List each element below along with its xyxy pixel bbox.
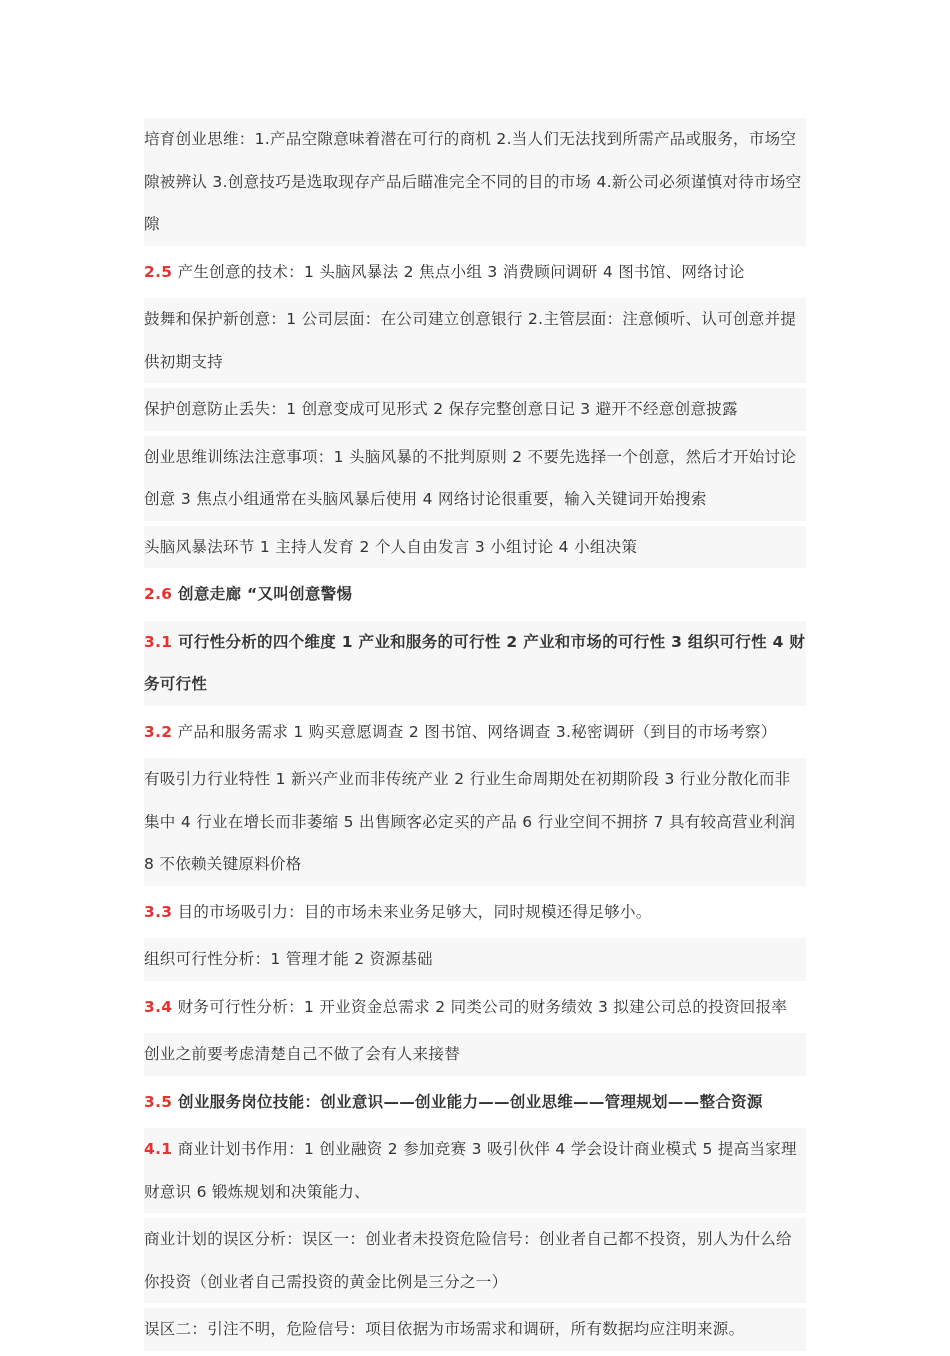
paragraph-3-4 [144, 986, 806, 1029]
section-number: 2.5 [144, 262, 173, 281]
paragraph-text: 财务可行性分析：1 开业资金总需求 2 同类公司的财务绩效 3 拟建公司总的投资回报率 [172, 997, 788, 1016]
paragraph-text: 头脑风暴法环节 1 主持人发育 2 个人自由发言 3 小组讨论 4 小组决策 [144, 537, 638, 556]
paragraph-text: 目的市场吸引力：目的市场未来业务足够大，同时规模还得足够小。 [172, 902, 652, 921]
paragraph-text: 商业计划书作用：1 创业融资 2 参加竞赛 3 吸引伙伴 4 学会设计商业模式 5 提高当家理财意识 6 锻炼规划和决策能力、 [144, 1140, 797, 1201]
paragraph-brainstorm-steps [144, 526, 806, 569]
paragraph-text: 产生创意的技术：1 头脑风暴法 2 焦点小组 3 消费顾问调研 4 图书馆、网络讨论 [172, 262, 745, 281]
paragraph-misconception-1 [144, 1218, 806, 1303]
paragraph-text: 创意走廊 “又叫创意警惕 [172, 585, 353, 603]
paragraph-text: 创业之前要考虑清楚自己不做了会有人来接替 [144, 1045, 461, 1063]
paragraph-2-5 [144, 251, 806, 294]
document-page [144, 118, 806, 1356]
paragraph-3-3 [144, 891, 806, 934]
section-number: 2.6 [144, 585, 173, 603]
paragraph-3-5 [144, 1081, 806, 1124]
paragraph-organization-feasibility [144, 938, 806, 981]
paragraph-text: 创业思维训练法注意事项：1 头脑风暴的不批判原则 2 不要先选择一个创意，然后才开始讨论创意 3 焦点小组通常在头脑风暴后使用 4 网络讨论很重要，输入关键词开始搜索 [144, 447, 797, 508]
paragraph-text: 误区二：引注不明，危险信号：项目依据为市场需求和调研，所有数据均应注明来源。 [144, 1320, 745, 1338]
paragraph-4-1 [144, 1128, 806, 1213]
section-number: 3.5 [144, 1092, 173, 1111]
paragraph-encourage-ideas [144, 298, 806, 383]
paragraph-training-notes [144, 436, 806, 521]
paragraph-text: 保护创意防止丢失：1 创意变成可见形式 2 保存完整创意日记 3 避开不经意创意披露 [144, 400, 738, 418]
section-number: 3.1 [144, 632, 173, 651]
paragraph-3-2 [144, 711, 806, 754]
section-number: 4.1 [144, 1140, 173, 1158]
paragraph-protect-ideas [144, 388, 806, 431]
paragraph-text: 培育创业思维：1.产品空隙意味着潜在可行的商机 2.当人们无法找到所需产品或服务，市场空隙被辨认 3.创意技巧是选取现存产品后瞄准完全不同的目的市场 4.新公司必须谨慎对待市场空隙 [144, 130, 802, 233]
paragraph-text: 鼓舞和保护新创意：1 公司层面：在公司建立创意银行 2.主管层面：注意倾听、认可创意并提供初期支持 [144, 310, 797, 371]
section-number: 3.2 [144, 722, 173, 741]
paragraph-misconception-2 [144, 1308, 806, 1351]
paragraph-text: 商业计划的误区分析：误区一：创业者未投资危险信号：创业者自己都不投资，别人为什么给你投资（创业者自己需投资的黄金比例是三分之一） [144, 1230, 792, 1291]
paragraph-text: 组织可行性分析：1 管理才能 2 资源基础 [144, 950, 433, 968]
paragraph-text: 有吸引力行业特性 1 新兴产业而非传统产业 2 行业生命周期处在初期阶段 3 行业分散化而非集中 4 行业在增长而非萎缩 5 出售顾客必定买的产品 6 行业空间不拥挤 7 具有较高营业利润 8 不依赖关键原料价格 [144, 770, 796, 873]
paragraph-2-6 [144, 573, 806, 616]
section-number: 3.3 [144, 902, 173, 921]
paragraph-text: 可行性分析的四个维度 1 产业和服务的可行性 2 产业和市场的可行性 3 组织可行性 4 财务可行性 [144, 632, 806, 693]
section-number: 3.4 [144, 997, 173, 1016]
paragraph-text: 创业服务岗位技能：创业意识——创业能力——创业思维——管理规划——整合资源 [172, 1092, 763, 1111]
paragraph-text: 产品和服务需求 1 购买意愿调查 2 图书馆、网络调查 3.秘密调研（到目的市场考察） [172, 722, 777, 741]
paragraph-3-1 [144, 621, 806, 706]
paragraph-cultivate-thinking [144, 118, 806, 246]
paragraph-attractive-industry [144, 758, 806, 886]
paragraph-before-startup [144, 1033, 806, 1076]
